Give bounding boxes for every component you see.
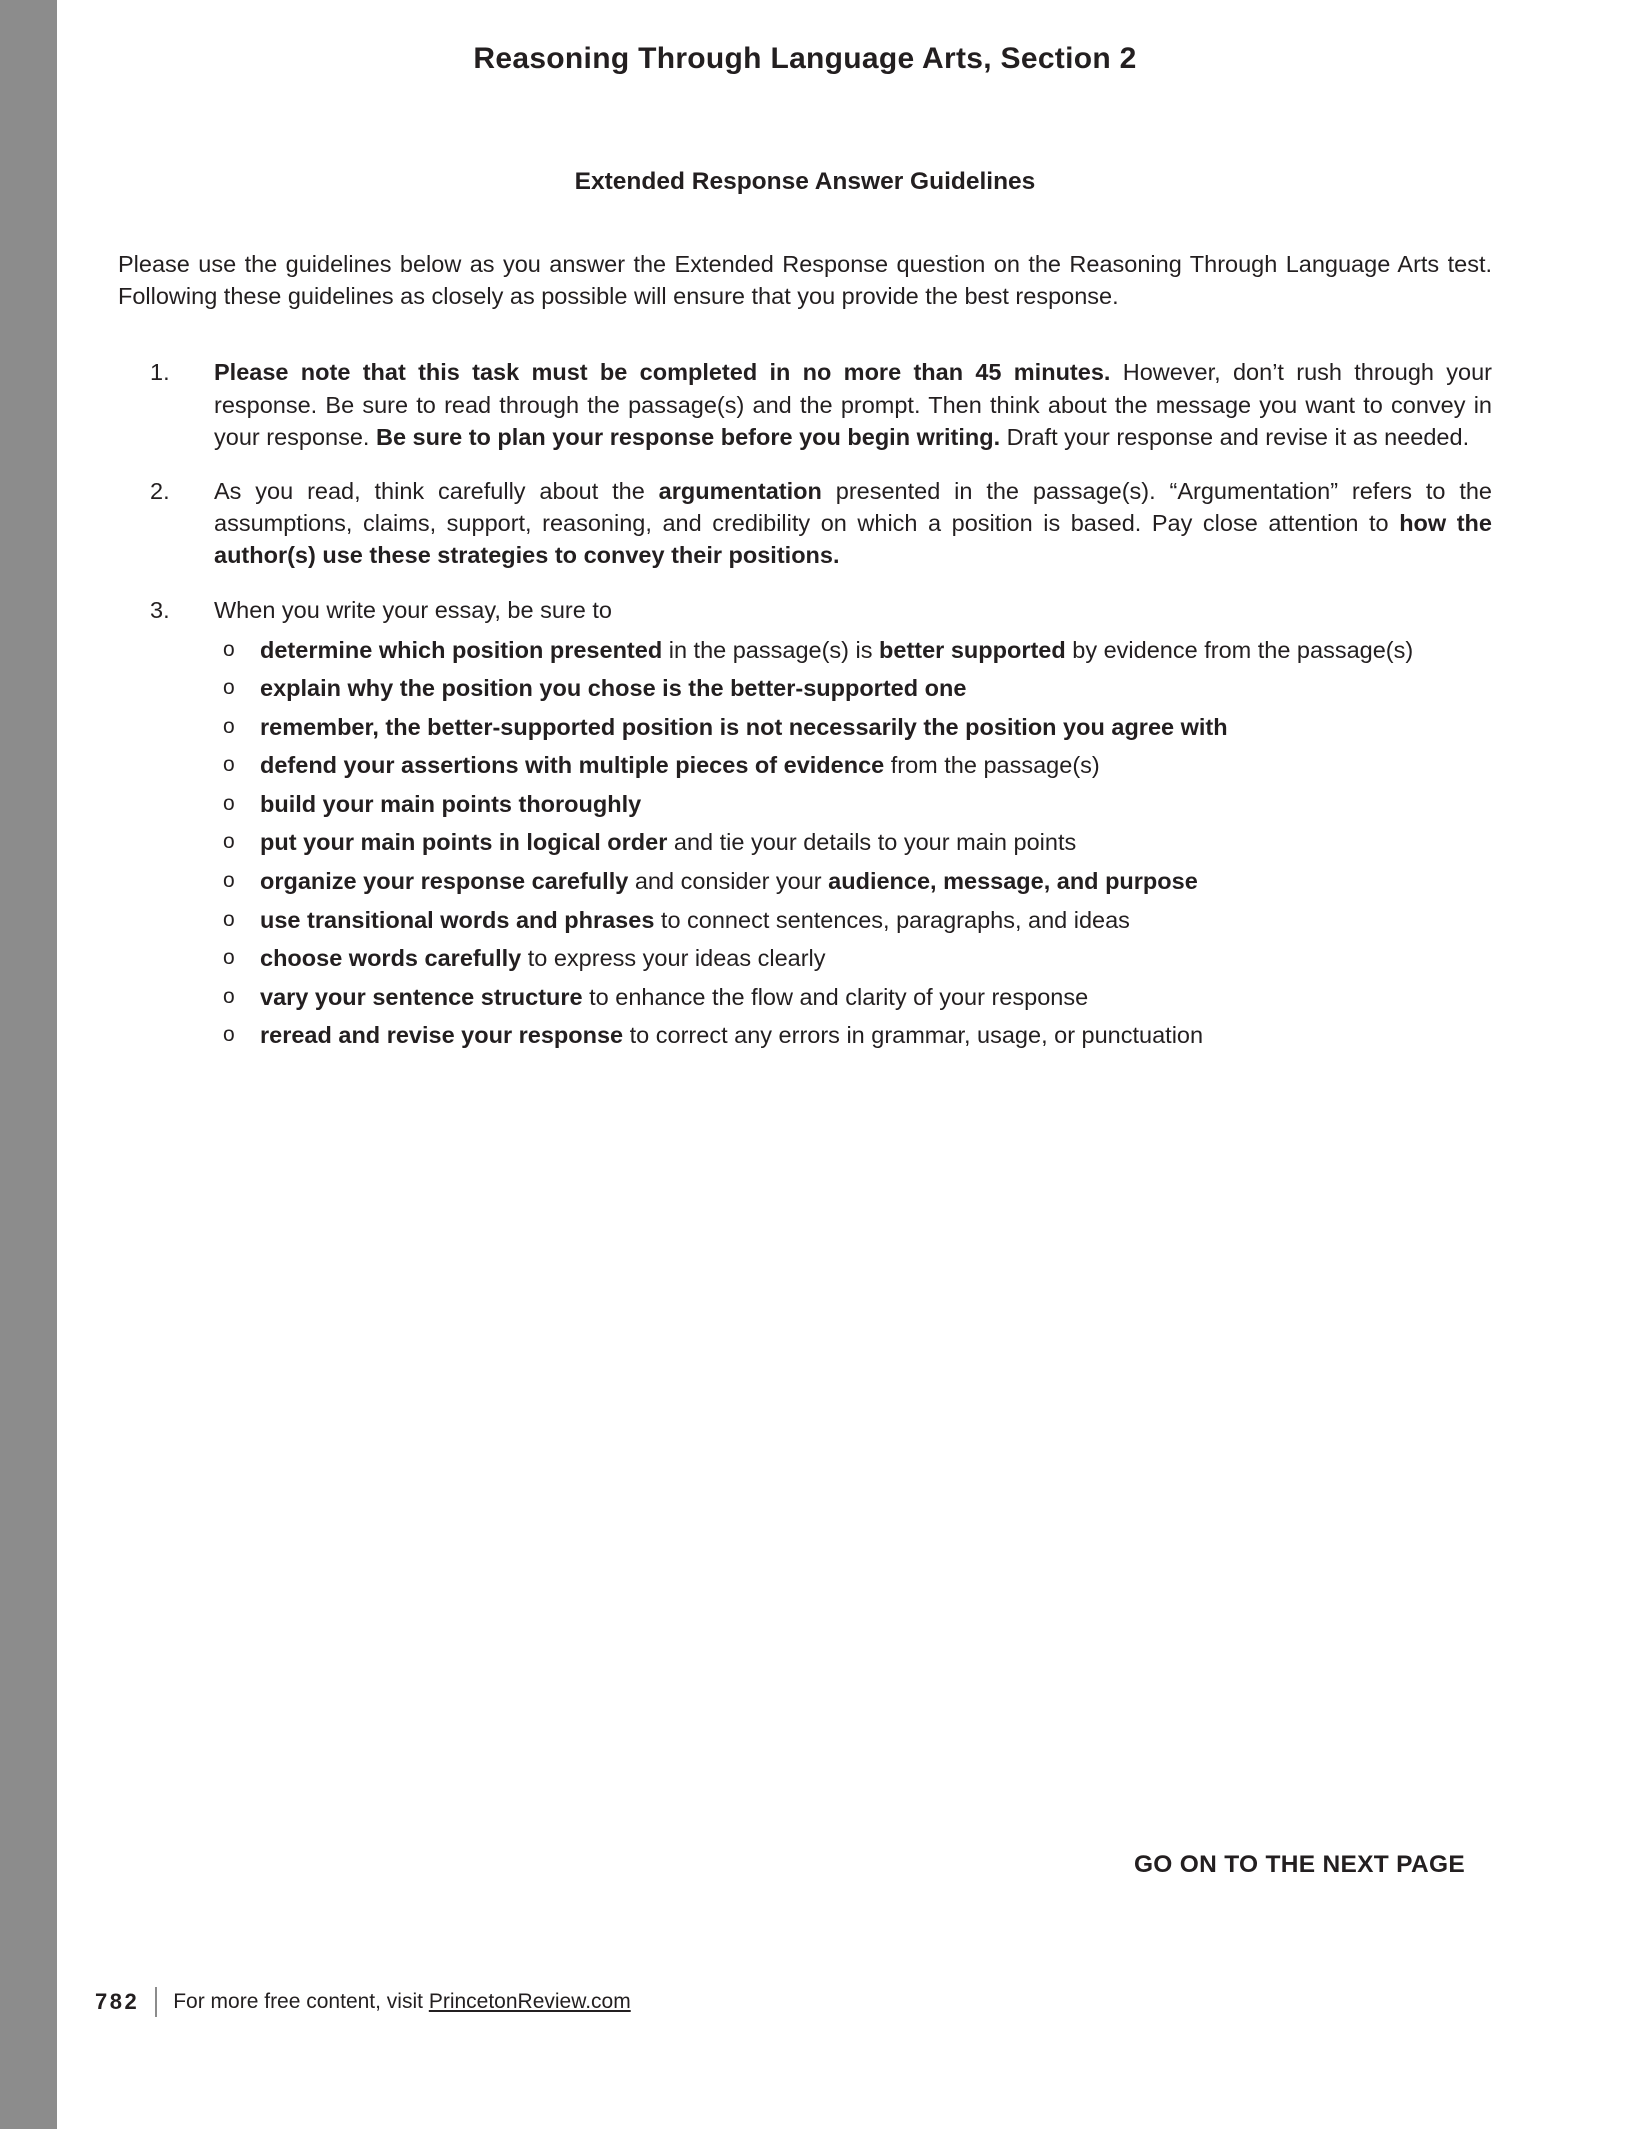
guideline-item-1 (150, 356, 1492, 453)
bullet-marker: o (223, 676, 235, 700)
bullet-marker: o (223, 946, 235, 970)
intro-paragraph: Please use the guidelines below as you answer the Extended Response question on the Reasoning Through Language Arts test. Following these guidelines as closely as possible will ensure that you provide the best response. (118, 251, 1492, 310)
guideline-item-2 (150, 475, 1492, 572)
item-head-text: When you write your essay, be sure to (214, 596, 612, 623)
list-item (214, 634, 1492, 667)
list-item (214, 942, 1492, 975)
list-item (214, 904, 1492, 937)
bullet-marker: o (223, 753, 235, 777)
list-item (214, 711, 1492, 744)
bullet-text: put your main points in logical order and tie your details to your main points (260, 829, 1077, 856)
item-text: Please note that this task must be completed in no more than 45 minutes. However, don’t rush through your response. Be sure to read through the passage(s) and the prompt. Then think about the message you want to convey in your response. Be sure to plan your response before you begin writing. Draft your response and revise it as needed. (214, 359, 1492, 450)
page-number: 782 (95, 1989, 140, 2014)
bullet-marker: o (223, 830, 235, 854)
bullet-marker: o (223, 791, 235, 815)
list-item (214, 672, 1492, 705)
bullet-text: determine which position presented in the passage(s) is better supported by evidence from the passage(s) (260, 636, 1414, 663)
page-footer (95, 1987, 631, 2017)
bullet-text: defend your assertions with multiple pieces of evidence from the passage(s) (260, 752, 1100, 779)
essay-bullets (214, 634, 1492, 1052)
bullet-text: organize your response carefully and consider your audience, message, and purpose (260, 867, 1198, 894)
bullet-text: explain why the position you chose is the better-supported one (260, 675, 967, 702)
footer-text: For more free content, visit (173, 1990, 429, 2013)
list-item (214, 788, 1492, 821)
guidelines-heading: Extended Response Answer Guidelines (574, 168, 1036, 195)
item-text: As you read, think carefully about the argumentation presented in the passage(s). “Argumentation” refers to the assumptions, claims, support, reasoning, and credibility on which a position is based. Pay close attention to how the author(s) use these strategies to convey their positions. (214, 477, 1492, 569)
bullet-text: reread and revise your response to correct any errors in grammar, usage, or punctuation (260, 1022, 1204, 1049)
guideline-item-3 (150, 594, 1492, 1052)
bullet-text: choose words carefully to express your ideas clearly (260, 945, 826, 972)
bullet-text: use transitional words and phrases to connect sentences, paragraphs, and ideas (260, 906, 1130, 933)
bullet-text: vary your sentence structure to enhance the flow and clarity of your response (260, 983, 1089, 1010)
bullet-text: remember, the better-supported position is not necessarily the position you agree with (260, 713, 1228, 740)
list-item (214, 749, 1492, 782)
left-margin-bar (0, 0, 57, 2129)
princeton-review-link[interactable]: PrincetonReview.com (428, 1990, 631, 2013)
item-number: 1. (150, 359, 170, 386)
bullet-marker: o (223, 1023, 235, 1047)
bullet-marker: o (223, 868, 235, 892)
bullet-text: build your main points thoroughly (260, 790, 642, 817)
bullet-marker: o (223, 714, 235, 738)
guidelines-list (118, 356, 1492, 1051)
list-item (214, 1019, 1492, 1052)
section-title: Reasoning Through Language Arts, Section 2 (473, 42, 1137, 75)
bullet-marker: o (223, 637, 235, 661)
bullet-marker: o (223, 907, 235, 931)
bullet-marker: o (223, 984, 235, 1008)
item-number: 2. (150, 477, 170, 504)
list-item (214, 826, 1492, 859)
go-on-next-page-label: GO ON TO THE NEXT PAGE (1133, 1851, 1465, 1878)
page-content (118, 42, 1492, 1052)
item-number: 3. (150, 596, 170, 623)
item-text (214, 594, 1492, 1052)
list-item (214, 981, 1492, 1014)
footer-divider (155, 1987, 157, 2017)
list-item (214, 865, 1492, 898)
